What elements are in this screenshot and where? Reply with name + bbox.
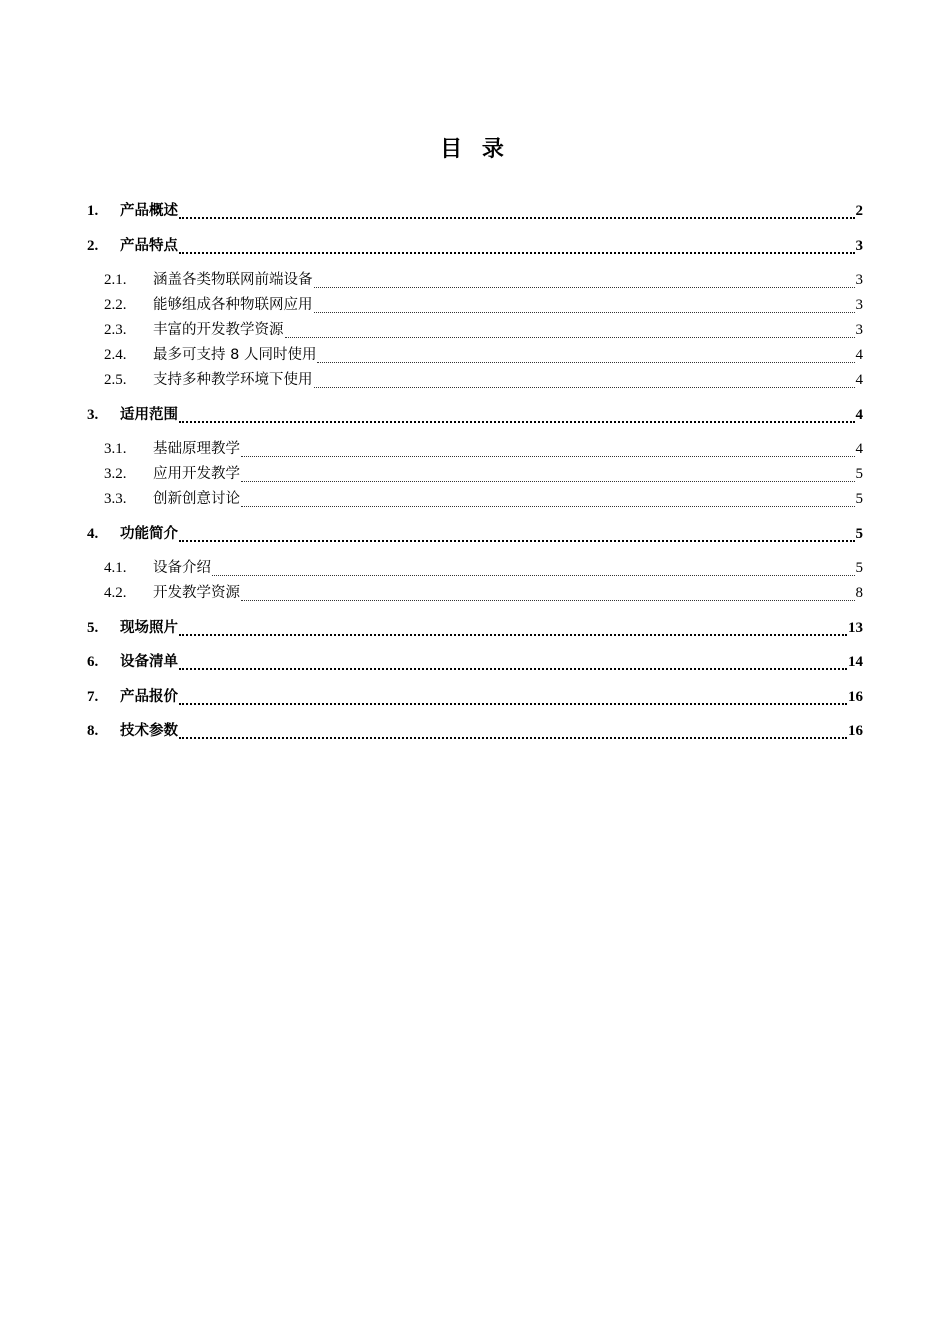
toc-dot-leader	[314, 275, 855, 291]
toc-label: 开发教学资源	[153, 585, 240, 601]
toc-number: 2.	[87, 238, 99, 254]
toc-number: 4.2.	[104, 585, 127, 601]
toc-page-number: 4	[855, 407, 863, 423]
toc-entry-2-1[interactable]	[104, 269, 863, 291]
toc-entry-8[interactable]	[87, 720, 863, 742]
toc-entry-5[interactable]	[87, 617, 863, 639]
toc-dot-leader	[317, 350, 854, 366]
toc-page-number: 3	[855, 272, 863, 288]
toc-page-number: 2	[855, 203, 863, 219]
toc-page-number: 16	[848, 689, 863, 705]
toc-number: 3.3.	[104, 491, 127, 507]
toc-page-number: 5	[855, 526, 863, 542]
toc-dot-leader	[179, 726, 847, 742]
toc-dot-leader	[314, 375, 855, 391]
toc-label: 支持多种教学环境下使用	[153, 372, 313, 388]
toc-entry-3-2[interactable]	[104, 463, 863, 485]
toc-number: 3.	[87, 407, 99, 423]
toc-page-number: 4	[855, 347, 863, 363]
toc-dot-leader	[179, 529, 855, 545]
toc-label: 现场照片	[120, 620, 178, 636]
toc-entry-3[interactable]	[87, 404, 863, 426]
toc-entry-7[interactable]	[87, 686, 863, 708]
toc-page-number: 3	[855, 238, 863, 254]
toc-dot-leader	[241, 469, 855, 485]
toc-page-number: 16	[848, 723, 863, 739]
toc-dot-leader	[179, 241, 855, 257]
toc-entry-3-3[interactable]	[104, 488, 863, 510]
toc-entry-3-1[interactable]	[104, 438, 863, 460]
toc-number: 2.3.	[104, 322, 127, 338]
toc-dot-leader	[179, 206, 855, 222]
toc-label: 最多可支持 8 人同时使用	[153, 347, 317, 363]
toc-label: 基础原理教学	[153, 441, 240, 457]
toc-number: 5.	[87, 620, 99, 636]
toc-entry-2-2[interactable]	[104, 294, 863, 316]
toc-dot-leader	[179, 410, 855, 426]
toc-label: 涵盖各类物联网前端设备	[153, 272, 313, 288]
toc-number: 2.4.	[104, 347, 127, 363]
toc-page-number: 5	[855, 466, 863, 482]
toc-number: 4.1.	[104, 560, 127, 576]
toc-page-number: 13	[848, 620, 863, 636]
toc-page-number: 14	[848, 654, 863, 670]
toc-page-number: 5	[855, 491, 863, 507]
toc-dot-leader	[179, 692, 847, 708]
toc-label: 应用开发教学	[153, 466, 240, 482]
toc-dot-leader	[179, 623, 847, 639]
toc-page-number: 5	[855, 560, 863, 576]
toc-label: 产品报价	[120, 689, 178, 705]
toc-label: 丰富的开发教学资源	[153, 322, 284, 338]
toc-label: 设备清单	[120, 654, 178, 670]
toc-number: 7.	[87, 689, 99, 705]
toc-label: 适用范围	[120, 407, 178, 423]
toc-entry-2[interactable]	[87, 235, 863, 257]
toc-entry-2-4[interactable]	[104, 344, 863, 366]
toc-number: 1.	[87, 203, 99, 219]
toc-number: 3.2.	[104, 466, 127, 482]
toc-dot-leader	[314, 300, 855, 316]
toc-label: 功能简介	[120, 526, 178, 542]
toc-label: 创新创意讨论	[153, 491, 240, 507]
toc-dot-leader	[241, 588, 855, 604]
toc-dot-leader	[241, 444, 855, 460]
toc-number: 6.	[87, 654, 99, 670]
toc-label: 产品特点	[120, 238, 178, 254]
toc-dot-leader	[285, 325, 855, 341]
toc-label: 产品概述	[120, 203, 178, 219]
toc-number: 4.	[87, 526, 99, 542]
toc-page-number: 4	[855, 441, 863, 457]
toc-entry-1[interactable]	[87, 200, 863, 222]
toc-dot-leader	[212, 563, 855, 579]
toc-label: 技术参数	[120, 723, 178, 739]
toc-page-number: 3	[855, 297, 863, 313]
toc-dot-leader	[241, 494, 855, 510]
toc-entry-4[interactable]	[87, 523, 863, 545]
toc-label: 能够组成各种物联网应用	[153, 297, 313, 313]
toc-entry-4-2[interactable]	[104, 582, 863, 604]
toc-entry-2-5[interactable]	[104, 369, 863, 391]
toc-number: 2.5.	[104, 372, 127, 388]
toc-entry-2-3[interactable]	[104, 319, 863, 341]
toc-number: 2.1.	[104, 272, 127, 288]
page-title: 目 录	[440, 137, 510, 162]
toc-entry-6[interactable]	[87, 651, 863, 673]
toc-dot-leader	[179, 657, 847, 673]
toc-number: 2.2.	[104, 297, 127, 313]
toc-number: 3.1.	[104, 441, 127, 457]
toc-number: 8.	[87, 723, 99, 739]
toc-entry-4-1[interactable]	[104, 557, 863, 579]
toc-page-number: 4	[855, 372, 863, 388]
toc-page-number: 3	[855, 322, 863, 338]
toc-page-number: 8	[855, 585, 863, 601]
toc-label: 设备介绍	[153, 560, 211, 576]
